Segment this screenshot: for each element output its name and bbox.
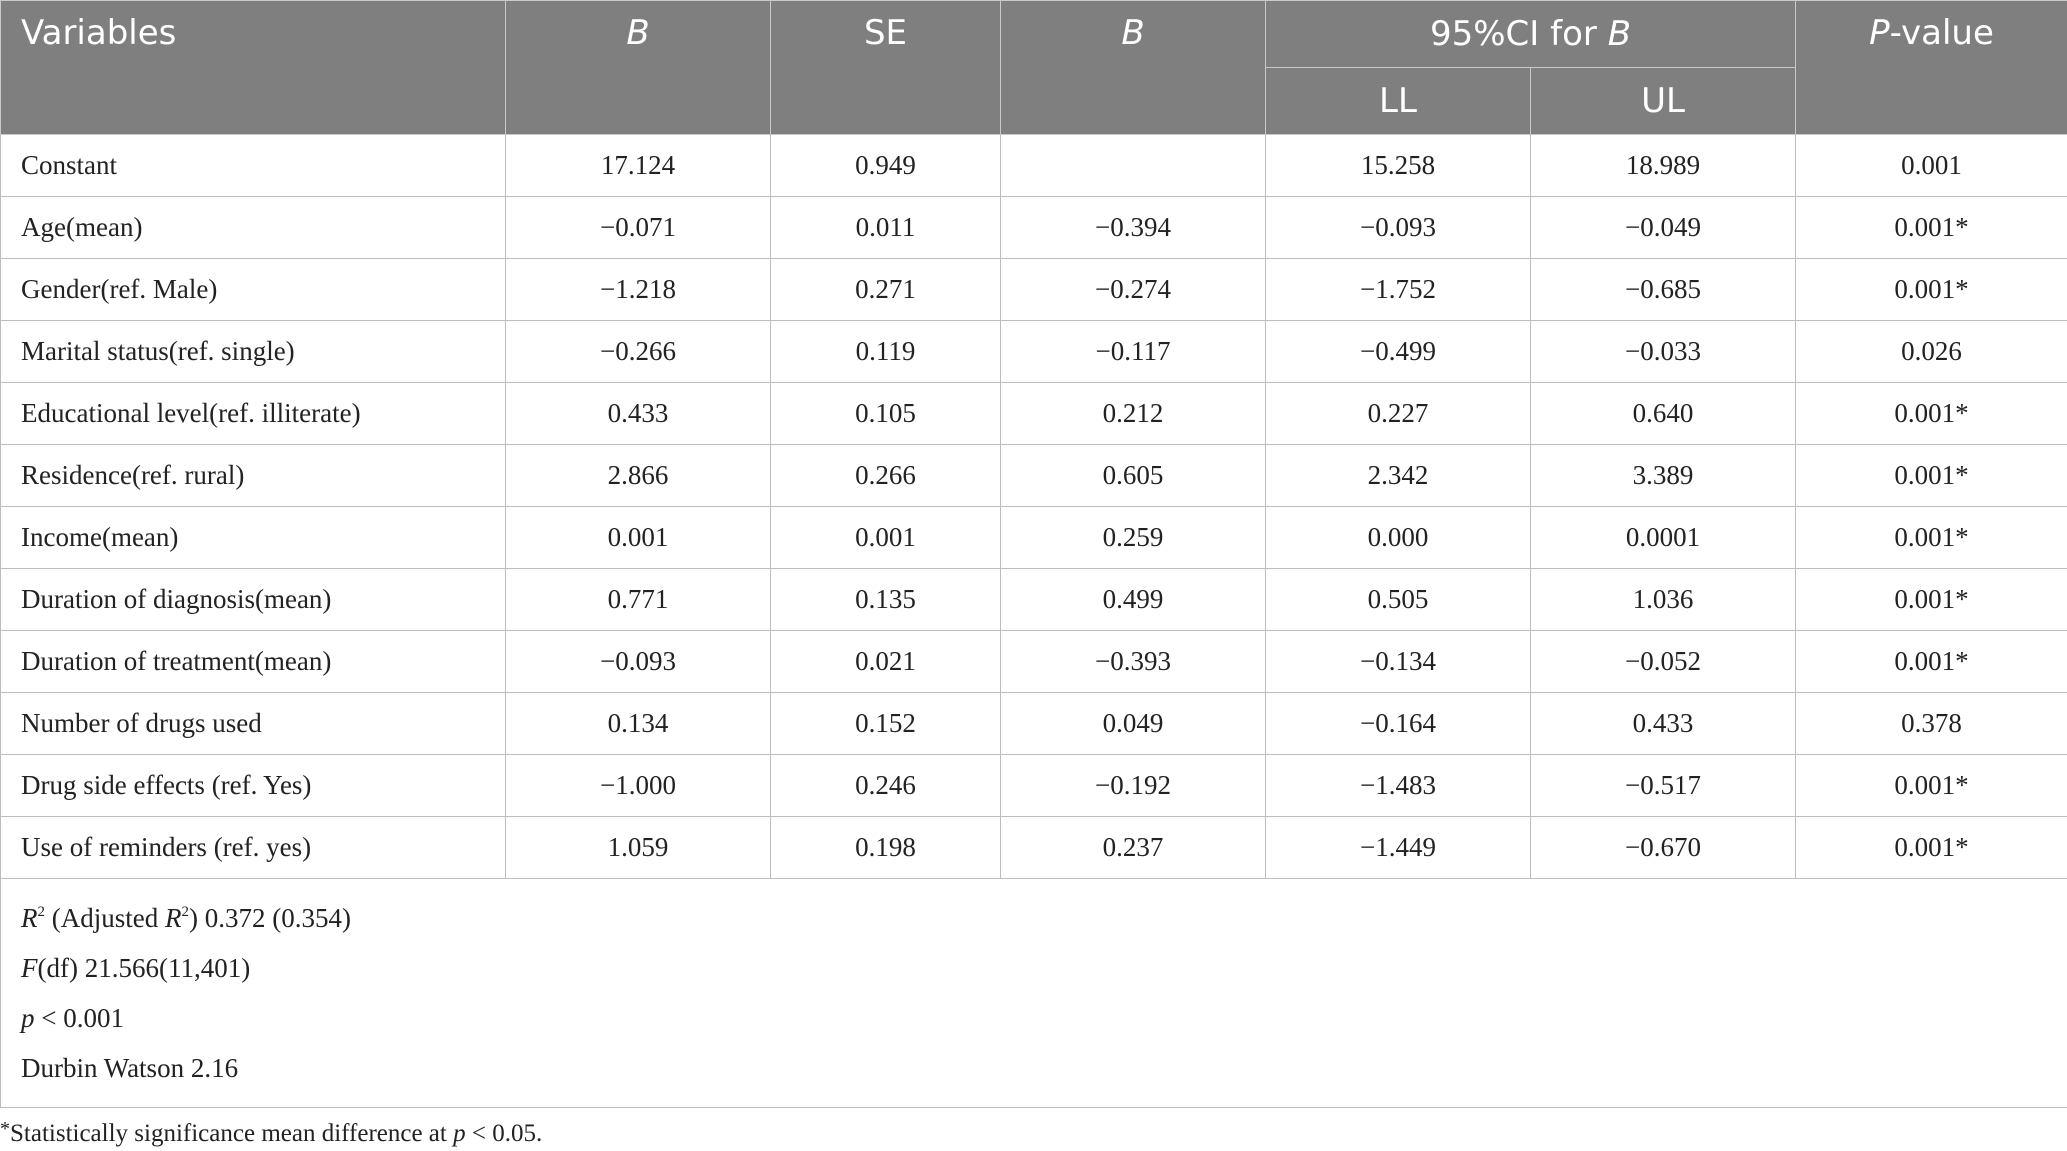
ll-cell: 2.342 xyxy=(1266,445,1531,507)
se-cell: 0.271 xyxy=(771,259,1001,321)
r-squared-line: $R^2$ (Adjusted $R^2$) 0.372 (0.354) xyxy=(21,903,351,933)
ul-cell: −0.685 xyxy=(1531,259,1796,321)
ll-cell: −1.752 xyxy=(1266,259,1531,321)
beta-cell: 0.212 xyxy=(1001,383,1266,445)
ul-cell: −0.049 xyxy=(1531,197,1796,259)
ul-cell: 18.989 xyxy=(1531,135,1796,197)
table-row xyxy=(1,631,2067,693)
ul-cell: 0.0001 xyxy=(1531,507,1796,569)
ul-cell: 1.036 xyxy=(1531,569,1796,631)
se-cell: 0.949 xyxy=(771,135,1001,197)
se-cell: 0.119 xyxy=(771,321,1001,383)
beta-cell: −0.192 xyxy=(1001,755,1266,817)
se-cell: 0.246 xyxy=(771,755,1001,817)
b-cell: 0.001 xyxy=(506,507,771,569)
ll-cell: 0.000 xyxy=(1266,507,1531,569)
b-cell: −1.000 xyxy=(506,755,771,817)
variable-cell: Educational level(ref. illiterate) xyxy=(1,383,506,445)
table-row xyxy=(1,569,2067,631)
ll-cell: −0.164 xyxy=(1266,693,1531,755)
header-ll: LL xyxy=(1266,68,1531,135)
beta-cell: −0.393 xyxy=(1001,631,1266,693)
ul-cell: 0.433 xyxy=(1531,693,1796,755)
ll-cell: −0.134 xyxy=(1266,631,1531,693)
ul-cell: 3.389 xyxy=(1531,445,1796,507)
variable-cell: Constant xyxy=(1,135,506,197)
variable-cell: Income(mean) xyxy=(1,507,506,569)
se-cell: 0.021 xyxy=(771,631,1001,693)
se-cell: 0.001 xyxy=(771,507,1001,569)
variable-cell: Age(mean) xyxy=(1,197,506,259)
durbin-watson-line: Durbin Watson 2.16 xyxy=(21,1053,239,1083)
p-value-cell: 0.001 xyxy=(1796,135,2067,197)
p-value-cell: 0.026 xyxy=(1796,321,2067,383)
variable-cell: Duration of treatment(mean) xyxy=(1,631,506,693)
beta-cell: 0.259 xyxy=(1001,507,1266,569)
beta-cell: 0.499 xyxy=(1001,569,1266,631)
ul-cell: −0.670 xyxy=(1531,817,1796,879)
b-cell: −0.266 xyxy=(506,321,771,383)
b-cell: 2.866 xyxy=(506,445,771,507)
se-cell: 0.152 xyxy=(771,693,1001,755)
table-row xyxy=(1,507,2067,569)
p-value-cell: 0.001* xyxy=(1796,507,2067,569)
beta-cell: −0.117 xyxy=(1001,321,1266,383)
se-cell: 0.135 xyxy=(771,569,1001,631)
b-cell: 0.433 xyxy=(506,383,771,445)
table-row xyxy=(1,817,2067,879)
se-cell: 0.011 xyxy=(771,197,1001,259)
variable-cell: Marital status(ref. single) xyxy=(1,321,506,383)
b-cell: 0.134 xyxy=(506,693,771,755)
beta-cell xyxy=(1001,135,1266,197)
b-cell: 1.059 xyxy=(506,817,771,879)
header-ul: UL xyxy=(1531,68,1796,135)
ll-cell: 0.505 xyxy=(1266,569,1531,631)
table-row xyxy=(1,755,2067,817)
ul-cell: −0.033 xyxy=(1531,321,1796,383)
table-row xyxy=(1,135,2067,197)
header-b: B xyxy=(506,1,771,135)
p-value-cell: 0.001* xyxy=(1796,383,2067,445)
variable-cell: Residence(ref. rural) xyxy=(1,445,506,507)
header-ci: 95%CI for B xyxy=(1266,1,1796,68)
table-footnote: *Statistically significance mean difference at p < 0.05. xyxy=(0,1118,543,1147)
table-row xyxy=(1,197,2067,259)
header-beta: B xyxy=(1001,1,1266,135)
p-value-cell: 0.001* xyxy=(1796,631,2067,693)
b-cell: −0.071 xyxy=(506,197,771,259)
table-row xyxy=(1,259,2067,321)
b-cell: 17.124 xyxy=(506,135,771,197)
ul-cell: −0.052 xyxy=(1531,631,1796,693)
variable-cell: Gender(ref. Male) xyxy=(1,259,506,321)
b-cell: −1.218 xyxy=(506,259,771,321)
se-cell: 0.198 xyxy=(771,817,1001,879)
p-value-cell: 0.001* xyxy=(1796,259,2067,321)
beta-cell: −0.394 xyxy=(1001,197,1266,259)
ll-cell: −1.449 xyxy=(1266,817,1531,879)
ll-cell: 15.258 xyxy=(1266,135,1531,197)
ll-cell: 0.227 xyxy=(1266,383,1531,445)
p-value-cell: 0.378 xyxy=(1796,693,2067,755)
p-value-cell: 0.001* xyxy=(1796,755,2067,817)
variable-cell: Use of reminders (ref. yes) xyxy=(1,817,506,879)
table-body xyxy=(1,135,2067,879)
ul-cell: 0.640 xyxy=(1531,383,1796,445)
table-row xyxy=(1,445,2067,507)
ll-cell: −0.093 xyxy=(1266,197,1531,259)
variable-cell: Duration of diagnosis(mean) xyxy=(1,569,506,631)
b-cell: 0.771 xyxy=(506,569,771,631)
f-statistic-line: F(df) 21.566(11,401) xyxy=(21,953,251,983)
beta-cell: 0.237 xyxy=(1001,817,1266,879)
se-cell: 0.105 xyxy=(771,383,1001,445)
header-p-value: P-value xyxy=(1796,1,2067,135)
ll-cell: −0.499 xyxy=(1266,321,1531,383)
b-cell: −0.093 xyxy=(506,631,771,693)
header-variables: Variables xyxy=(1,1,506,135)
p-value-cell: 0.001* xyxy=(1796,817,2067,879)
p-value-cell: 0.001* xyxy=(1796,569,2067,631)
beta-cell: −0.274 xyxy=(1001,259,1266,321)
ul-cell: −0.517 xyxy=(1531,755,1796,817)
p-value-cell: 0.001* xyxy=(1796,197,2067,259)
beta-cell: 0.605 xyxy=(1001,445,1266,507)
beta-cell: 0.049 xyxy=(1001,693,1266,755)
p-value-line: p < 0.001 xyxy=(21,1003,124,1033)
variable-cell: Drug side effects (ref. Yes) xyxy=(1,755,506,817)
model-summary xyxy=(1,879,2067,1108)
se-cell: 0.266 xyxy=(771,445,1001,507)
p-value-cell: 0.001* xyxy=(1796,445,2067,507)
table-row xyxy=(1,321,2067,383)
ll-cell: −1.483 xyxy=(1266,755,1531,817)
table-row xyxy=(1,383,2067,445)
header-se: SE xyxy=(771,1,1001,135)
variable-cell: Number of drugs used xyxy=(1,693,506,755)
table-row xyxy=(1,693,2067,755)
